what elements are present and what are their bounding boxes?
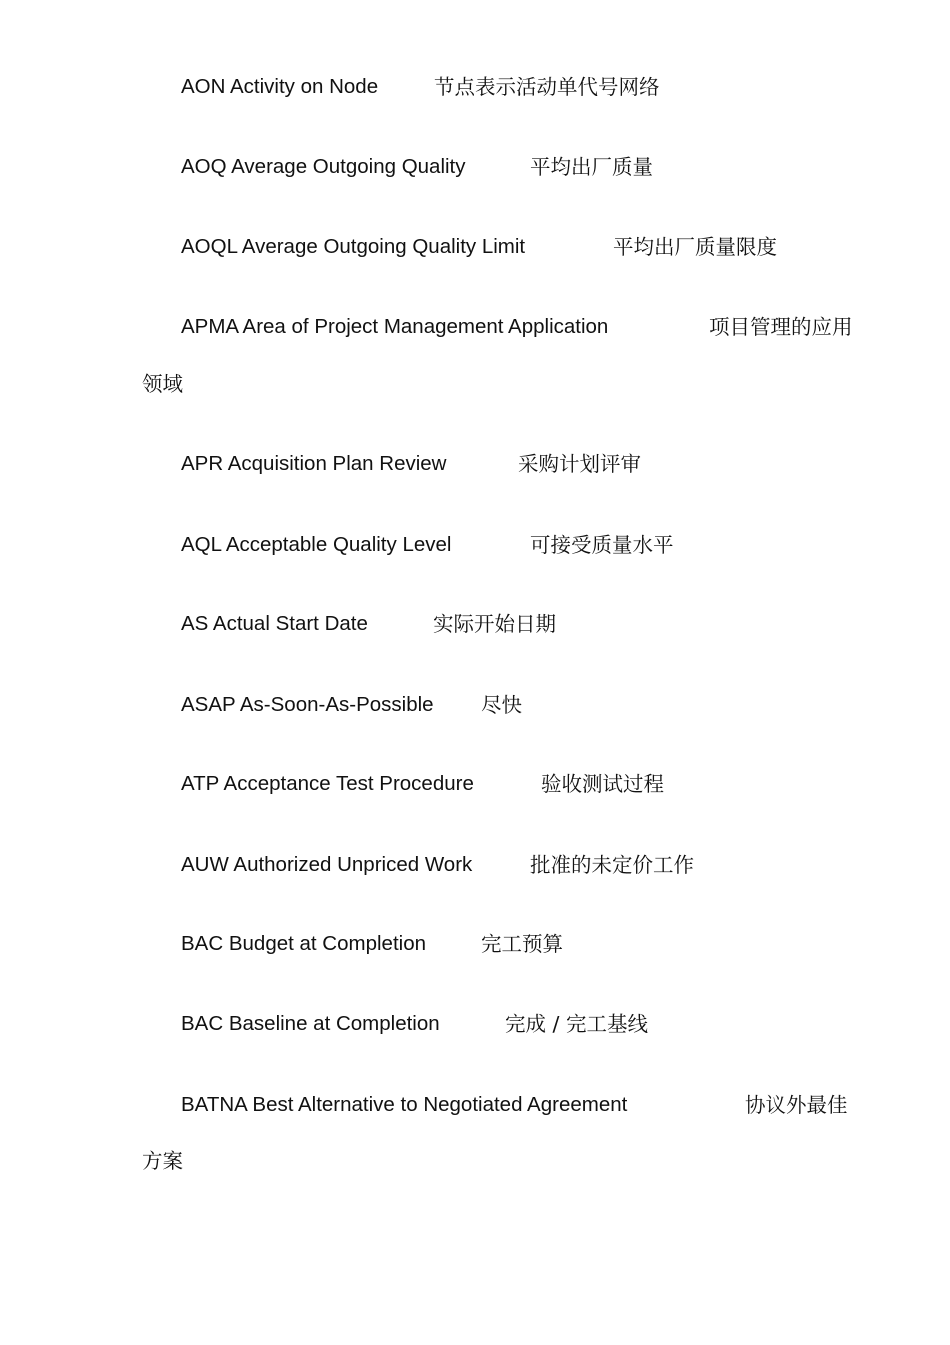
- term-text: AOQL Average Outgoing Quality Limit: [181, 235, 526, 258]
- translation-text: 平均出厂质量: [530, 155, 653, 179]
- term-text: AQL Acceptable Quality Level: [181, 533, 452, 556]
- translation-text: 可接受质量水平: [530, 533, 674, 557]
- translation-text: 完工预算: [481, 932, 563, 956]
- term-text: AS Actual Start Date: [181, 612, 368, 635]
- translation-text: 协议外最佳: [745, 1093, 848, 1117]
- term-text: APR Acquisition Plan Review: [181, 452, 447, 475]
- translation-continuation: 方案: [142, 1149, 183, 1173]
- translation-text: 尽快: [481, 693, 522, 717]
- term-text: BATNA Best Alternative to Negotiated Agreement: [181, 1093, 628, 1116]
- term-text: AUW Authorized Unpriced Work: [181, 853, 473, 876]
- translation-text: 批准的未定价工作: [530, 853, 694, 877]
- translation-text: 完成 / 完工基线: [505, 1012, 648, 1036]
- translation-text: 平均出厂质量限度: [613, 235, 777, 259]
- translation-text: 节点表示活动单代号网络: [434, 75, 660, 99]
- term-text: ASAP As-Soon-As-Possible: [181, 693, 434, 716]
- term-text: BAC Budget at Completion: [181, 932, 426, 955]
- translation-text: 实际开始日期: [433, 612, 556, 636]
- term-text: ATP Acceptance Test Procedure: [181, 772, 474, 795]
- term-text: BAC Baseline at Completion: [181, 1012, 440, 1035]
- translation-text: 采购计划评审: [518, 452, 641, 476]
- term-text: AON Activity on Node: [181, 75, 379, 98]
- translation-continuation: 领域: [142, 372, 183, 396]
- translation-text: 项目管理的应用: [709, 315, 853, 339]
- translation-text: 验收测试过程: [541, 772, 664, 796]
- term-text: APMA Area of Project Management Application: [181, 315, 609, 338]
- term-text: AOQ Average Outgoing Quality: [181, 155, 466, 178]
